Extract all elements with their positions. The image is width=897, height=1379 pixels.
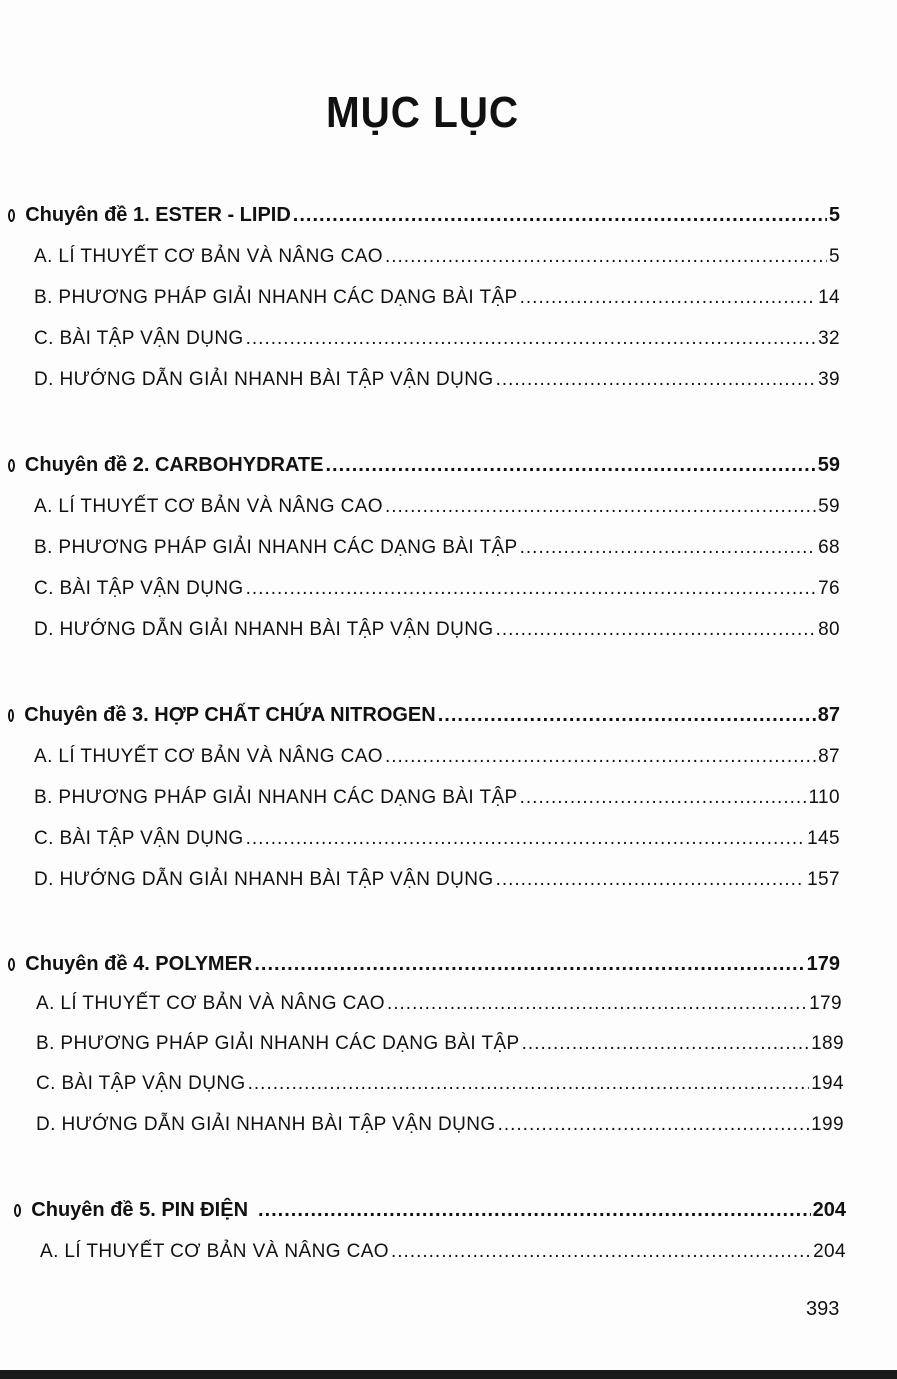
chapter-page: 5 — [828, 204, 840, 226]
toc-chapter-2[interactable] — [8, 454, 840, 477]
page-number: 393 — [806, 1298, 840, 1320]
toc-chapter-4[interactable] — [8, 953, 840, 976]
section-page: 204 — [813, 1241, 846, 1262]
chapter-title: Chuyên đề 3. HỢP CHẤT CHỨA NITROGEN — [24, 704, 436, 726]
section-title: C. BÀI TẬP VẬN DỤNG — [36, 1073, 246, 1094]
toc-chapter-3[interactable] — [8, 704, 840, 727]
section-page: 80 — [818, 619, 840, 640]
section-title: D. HƯỚNG DẪN GIẢI NHANH BÀI TẬP VẬN DỤNG — [34, 369, 494, 390]
section-title: A. LÍ THUYẾT CƠ BẢN VÀ NÂNG CAO — [34, 746, 383, 767]
toc-section[interactable] — [36, 993, 842, 1015]
chapter-title: Chuyên đề 4. POLYMER — [25, 953, 253, 975]
toc-section[interactable] — [34, 578, 840, 600]
toc-section[interactable] — [40, 1241, 846, 1263]
circle-bullet-icon — [14, 1204, 21, 1217]
dot-leader — [246, 828, 805, 850]
toc-section[interactable] — [34, 287, 840, 309]
section-page: 145 — [807, 828, 840, 849]
section-title: B. PHƯƠNG PHÁP GIẢI NHANH CÁC DẠNG BÀI TẬP — [34, 787, 518, 808]
toc-section[interactable] — [36, 1073, 844, 1095]
toc-section[interactable] — [34, 369, 840, 391]
dot-leader — [522, 1033, 809, 1055]
section-page: 68 — [818, 537, 840, 558]
chapter-page: 59 — [817, 454, 840, 476]
section-title: A. LÍ THUYẾT CƠ BẢN VÀ NÂNG CAO — [34, 496, 383, 517]
section-page: 14 — [818, 287, 840, 308]
section-page: 179 — [809, 993, 842, 1014]
section-page: 199 — [811, 1114, 844, 1135]
toc-chapter-1[interactable] — [8, 204, 840, 227]
toc-chapter-5[interactable] — [14, 1199, 846, 1222]
section-title: D. HƯỚNG DẪN GIẢI NHANH BÀI TẬP VẬN DỤNG — [34, 619, 494, 640]
section-page: 194 — [811, 1073, 844, 1094]
section-title: C. BÀI TẬP VẬN DỤNG — [34, 328, 244, 349]
section-page: 39 — [818, 369, 840, 390]
dot-leader — [496, 369, 817, 391]
chapter-title: Chuyên đề 2. CARBOHYDRATE — [24, 454, 324, 476]
section-page: 110 — [808, 787, 840, 808]
dot-leader — [391, 1241, 811, 1263]
section-page: 5 — [829, 246, 840, 267]
section-page: 157 — [807, 869, 840, 890]
chapter-title: Chuyên đề 1. ESTER - LIPID — [25, 204, 291, 226]
section-title: C. BÀI TẬP VẬN DỤNG — [34, 828, 244, 849]
section-title: C. BÀI TẬP VẬN DỤNG — [34, 578, 244, 599]
toc-section[interactable] — [34, 496, 840, 518]
toc-section[interactable] — [34, 619, 840, 641]
chapter-page: 179 — [806, 953, 840, 975]
dot-leader — [254, 953, 804, 976]
dot-leader — [246, 578, 816, 600]
section-title: B. PHƯƠNG PHÁP GIẢI NHANH CÁC DẠNG BÀI TẬP — [34, 287, 518, 308]
section-title: A. LÍ THUYẾT CƠ BẢN VÀ NÂNG CAO — [40, 1241, 389, 1262]
toc-section[interactable] — [34, 869, 840, 891]
dot-leader — [325, 454, 815, 477]
toc-section[interactable] — [34, 828, 840, 850]
dot-leader — [387, 993, 807, 1015]
circle-bullet-icon — [8, 459, 15, 472]
chapter-title: Chuyên đề 5. PIN ĐIỆN — [31, 1199, 249, 1221]
section-title: B. PHƯƠNG PHÁP GIẢI NHANH CÁC DẠNG BÀI TẬP — [36, 1033, 520, 1054]
toc-section[interactable] — [34, 246, 840, 268]
section-page: 59 — [818, 496, 840, 517]
chapter-page: 87 — [817, 704, 840, 726]
section-title: D. HƯỚNG DẪN GIẢI NHANH BÀI TẬP VẬN DỤNG — [34, 869, 494, 890]
dot-leader — [498, 1114, 810, 1136]
toc-section[interactable] — [34, 328, 840, 350]
dot-leader — [246, 328, 816, 350]
toc-section[interactable] — [36, 1033, 844, 1055]
section-page: 87 — [818, 746, 840, 767]
dot-leader — [520, 537, 816, 559]
circle-bullet-icon — [8, 709, 14, 722]
section-title: A. LÍ THUYẾT CƠ BẢN VÀ NÂNG CAO — [34, 246, 383, 267]
dot-leader — [248, 1073, 809, 1095]
section-title: D. HƯỚNG DẪN GIẢI NHANH BÀI TẬP VẬN DỤNG — [36, 1114, 496, 1135]
dot-leader — [520, 787, 807, 809]
section-page: 189 — [811, 1033, 844, 1054]
section-page: 32 — [818, 328, 840, 349]
section-title: A. LÍ THUYẾT CƠ BẢN VÀ NÂNG CAO — [36, 993, 385, 1014]
dot-leader — [385, 496, 816, 518]
dot-leader — [385, 246, 827, 268]
dot-leader — [385, 746, 816, 768]
chapter-page: 204 — [812, 1199, 846, 1221]
dot-leader — [258, 1199, 811, 1222]
circle-bullet-icon — [8, 958, 15, 971]
dot-leader — [496, 869, 806, 891]
section-title: B. PHƯƠNG PHÁP GIẢI NHANH CÁC DẠNG BÀI TẬP — [34, 537, 518, 558]
page-edge-bar — [0, 1370, 897, 1379]
toc-section[interactable] — [34, 787, 840, 809]
toc-section[interactable] — [36, 1114, 844, 1136]
toc-section[interactable] — [34, 746, 840, 768]
dot-leader — [520, 287, 816, 309]
toc-section[interactable] — [34, 537, 840, 559]
circle-bullet-icon — [8, 209, 15, 222]
dot-leader — [438, 704, 816, 727]
page-title: MỤC LỤC — [325, 88, 520, 137]
dot-leader — [496, 619, 817, 641]
section-page: 76 — [818, 578, 840, 599]
dot-leader — [293, 204, 827, 227]
